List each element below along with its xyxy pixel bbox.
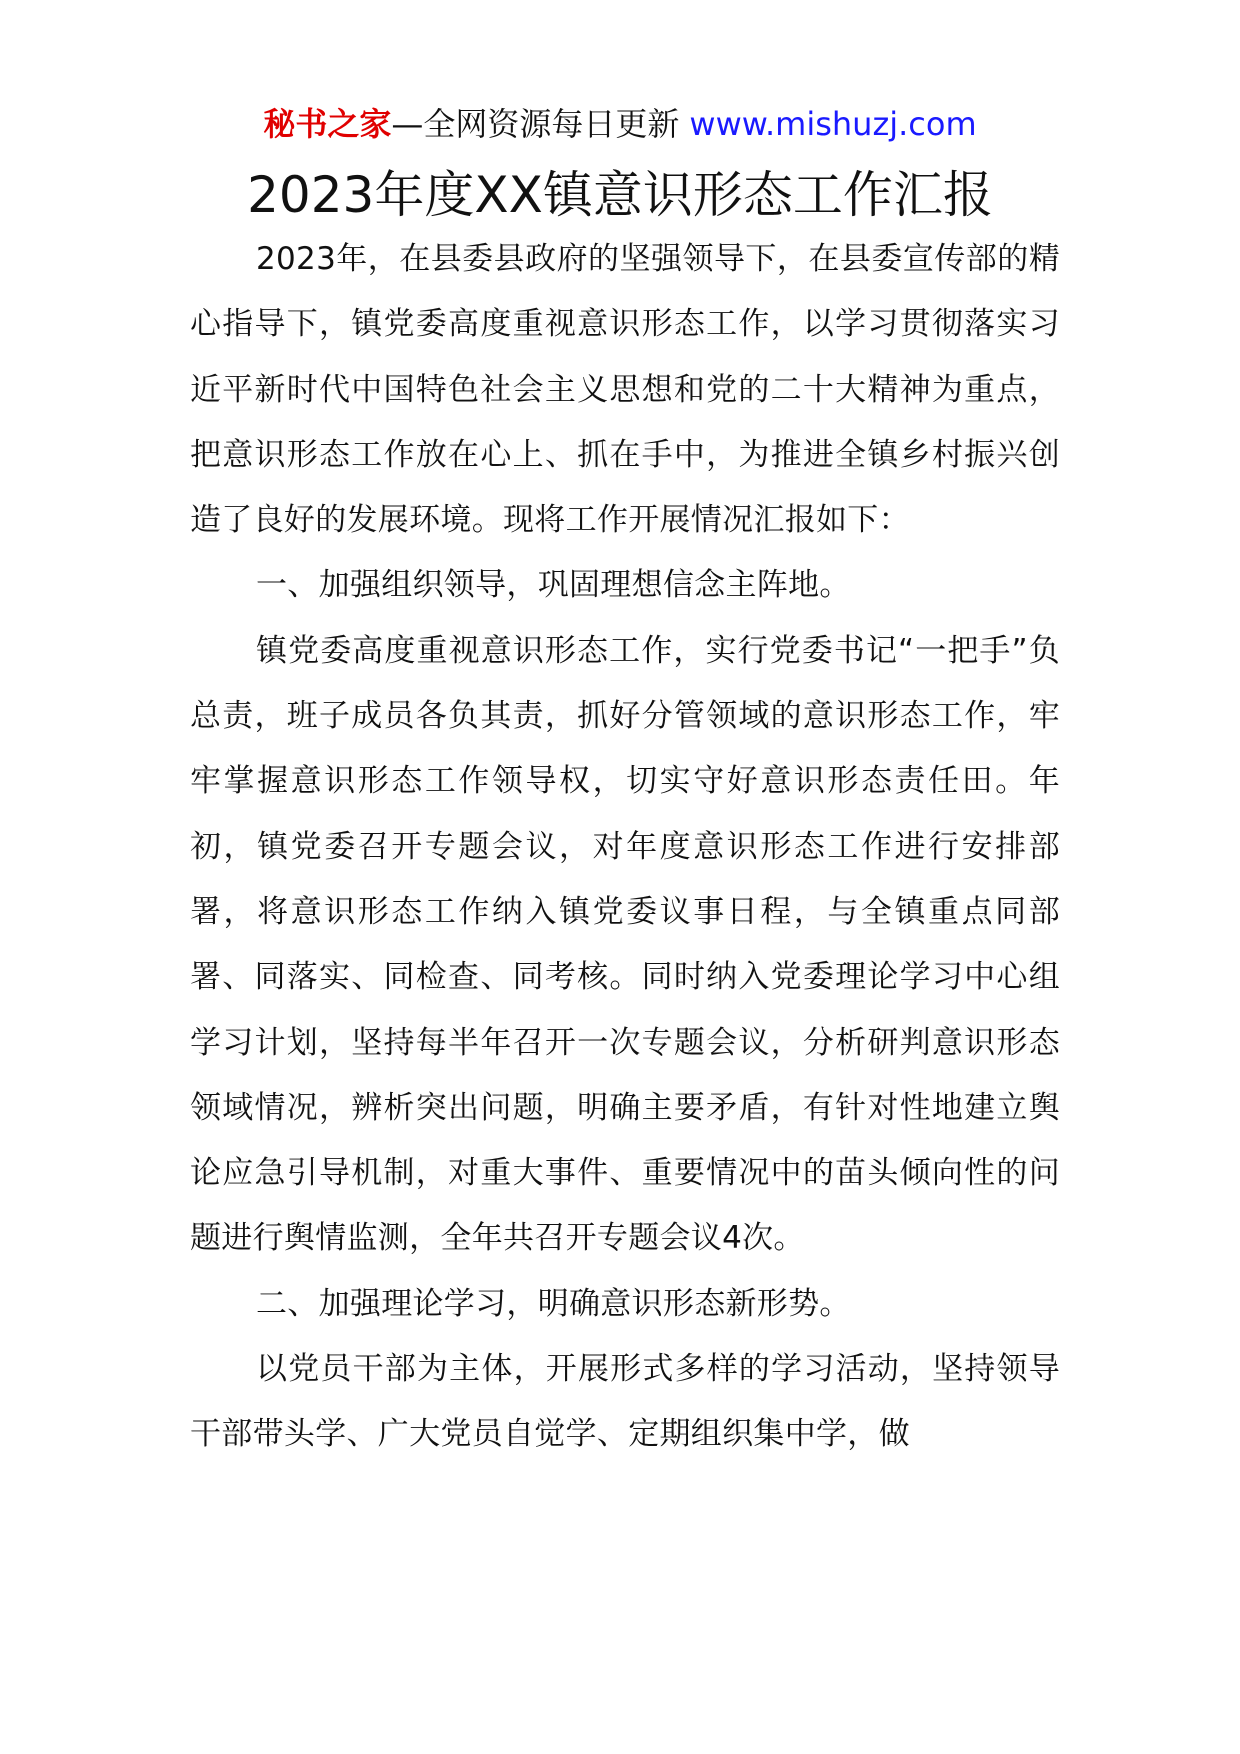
header-slogan: —全网资源每日更新: [391, 105, 680, 143]
section-2-paragraph: 以党员干部为主体，开展形式多样的学习活动，坚持领导干部带头学、广大党员自觉学、定期组织集中学，做: [190, 1351, 1060, 1453]
brand-name: 秘书之家: [263, 105, 392, 143]
document-title: 2023年度XX镇意识形态工作汇报: [247, 166, 993, 224]
document-body: [190, 227, 1060, 1468]
section-1-heading: 一、加强组织领导，巩固理想信念主阵地。: [256, 567, 851, 604]
site-header: [0, 100, 1240, 148]
section-1-paragraph: 镇党委高度重视意识形态工作，实行党委书记“一把手”负总责，班子成员各负其责，抓好分管领域的意识形态工作，牢牢掌握意识形态工作领导权，切实守好意识形态责任田。年初，镇党委召开专题会议，对年度意识形态工作进行安排部署，将意识形态工作纳入镇党委议事日程，与全镇重点同部署、同落实、同检查、同考核。同时纳入党委理论学习中心组学习计划，坚持每半年召开一次专题会议，分析研判意识形态领域情况，辨析突出问题，明确主要矛盾，有针对性地建立舆论应急引导机制，对重大事件、重要情况中的苗头倾向性的问题进行舆情监测，全年共召开专题会议4次。: [190, 632, 1060, 1257]
section-2-heading: 二、加强理论学习，明确意识形态新形势。: [256, 1285, 851, 1322]
site-url-link[interactable]: www.mishuzj.com: [689, 105, 977, 143]
intro-paragraph: 2023年，在县委县政府的坚强领导下，在县委宣传部的精心指导下，镇党委高度重视意识形态工作，以学习贯彻落实习近平新时代中国特色社会主义思想和党的二十大精神为重点，把意识形态工作放在心上、抓在手中，为推进全镇乡村振兴创造了良好的发展环境。现将工作开展情况汇报如下：: [190, 241, 1060, 539]
